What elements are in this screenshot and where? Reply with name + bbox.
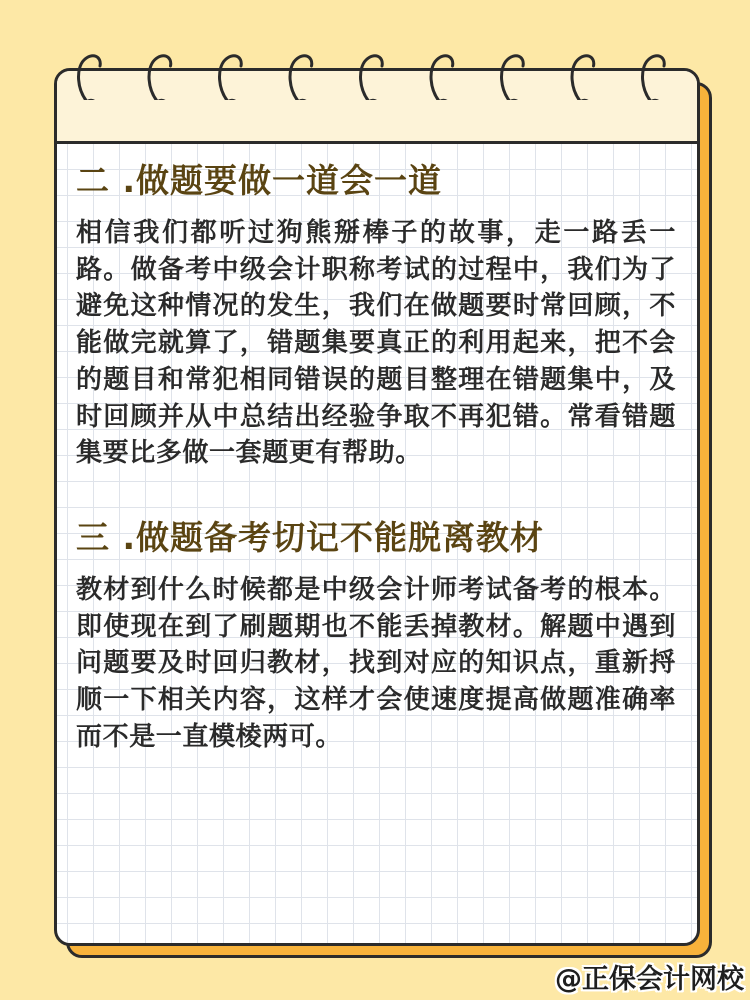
notebook-header (57, 71, 697, 144)
section-heading: 三 .做题备考切记不能脱离教材 (76, 517, 545, 557)
notebook-content (76, 155, 676, 755)
section-body: 相信我们都听过狗熊掰棒子的故事，走一路丢一路。做备考中级会计职称考试的过程中，我们为了避免这种情况的发生，我们在做题要时常回顾，不能做完就算了，错题集要真正的利用起来，把不会的题目和常犯相同错误的题目整理在错题集中，及时回顾并从中总结出经验争取不再犯错。常看错题集要比多做一套题更有帮助。 (76, 218, 676, 469)
section-body: 教材到什么时候都是中级会计师考试备考的根本。即使现在到了刷题期也不能丢掉教材。解题中遇到问题要及时回归教材，找到对应的知识点，重新捋顺一下相关内容，这样才会使速度提高做题准确率而不是一直模棱两可。 (76, 574, 676, 752)
section-3 (76, 512, 676, 756)
brand-watermark: @正保会计网校 (555, 964, 744, 995)
section-heading: 二 .做题要做一道会一道 (76, 161, 443, 200)
section-2 (76, 155, 676, 472)
